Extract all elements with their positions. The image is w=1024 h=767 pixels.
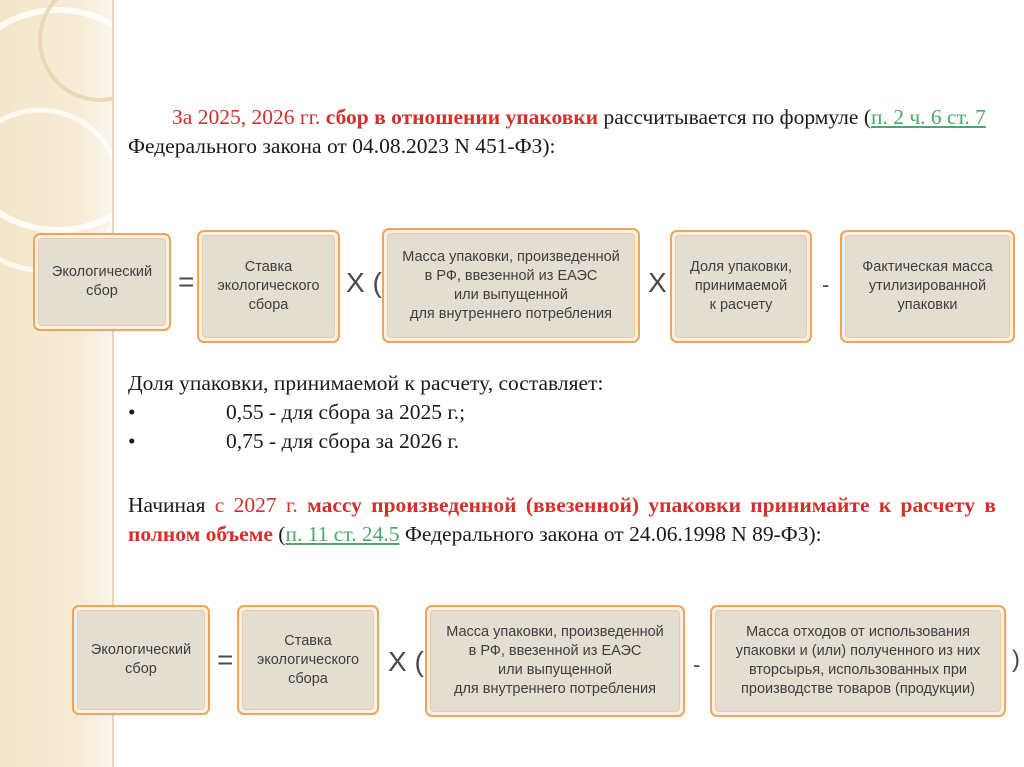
formula2-waste-box (710, 605, 1006, 717)
p2-law-link[interactable]: п. 11 ст. 24.5 (285, 522, 400, 546)
p2-bold-red: массу произведенной (ввезенной) упаковки принимайте к расчету в полном объеме (128, 493, 997, 546)
formula2-equals: = (217, 644, 234, 675)
formula2-rate-label: Ставка экологического сбора (242, 610, 374, 710)
formula1-rate-label: Ставка экологического сбора (202, 235, 335, 338)
formula1-eco-fee-box (33, 233, 171, 331)
formula2-multiply-open: Х ( (388, 646, 424, 677)
formula1-share-label: Доля упаковки, принимаемой к расчету (675, 235, 807, 338)
formula1-rate-box (197, 230, 340, 343)
share-block (128, 369, 988, 456)
share-item-2025 (128, 398, 988, 427)
formula2-eco-fee-label: Экологический сбор (77, 610, 205, 710)
formula2-minus: - (693, 652, 701, 677)
from-2027-paragraph (128, 491, 996, 549)
intro-bold-phrase: сбор в отношении упаковки (325, 105, 599, 129)
share-item-text: 0,75 - для сбора за 2026 г. (226, 429, 460, 453)
share-item-2026 (128, 427, 988, 456)
formula2-waste-label: Масса отходов от использования упаковки и (или) полученного из них вторсырья, использованных при производстве товаров (продукции) (715, 610, 1001, 712)
p2-after-link: Федерального закона от 24.06.1998 N 89-ФЗ): (399, 522, 822, 546)
formula1-share-box (670, 230, 812, 343)
formula1-mass-box (382, 228, 640, 343)
formula1-equals: = (178, 266, 195, 297)
intro-law-link[interactable]: п. 2 ч. 6 ст. 7 (870, 105, 986, 129)
formula2-close: ) (1012, 646, 1020, 673)
formula2-mass-label: Масса упаковки, произведенной в РФ, ввезенной из ЕАЭС или выпущенной для внутреннего потребления (430, 610, 680, 712)
formula1-eco-fee-label: Экологический сбор (38, 238, 166, 326)
formula2-rate-box (237, 605, 379, 715)
formula2-eco-fee-box (72, 605, 210, 715)
formula1-multiply: Х (648, 267, 667, 298)
intro-after-bold: рассчитывается по формуле ( (598, 105, 871, 129)
p2-lead: Начиная (128, 493, 206, 517)
formula1-recycled-label: Фактическая масса утилизированной упаковки (845, 235, 1010, 338)
bullet: • (128, 400, 136, 424)
share-item-text: 0,55 - для сбора за 2025 г.; (226, 400, 466, 424)
formula1-multiply-open: Х ( (346, 267, 382, 298)
share-heading: Доля упаковки, принимаемой к расчету, составляет: (128, 371, 604, 395)
p2-open: ( (272, 522, 286, 546)
intro-paragraph (128, 103, 988, 161)
formula1-recycled-box (840, 230, 1015, 343)
formula1-mass-label: Масса упаковки, произведенной в РФ, ввезенной из ЕАЭС или выпущенной для внутреннего потребления (387, 233, 635, 338)
intro-lead: За 2025, 2026 гг. (172, 105, 321, 129)
formula2-mass-box (425, 605, 685, 717)
formula1-minus: - (822, 272, 830, 297)
intro-after-link: Федерального закона от 04.08.2023 N 451-ФЗ): (128, 134, 556, 158)
bullet: • (128, 429, 136, 453)
p2-year: с 2027 г. (214, 493, 298, 517)
